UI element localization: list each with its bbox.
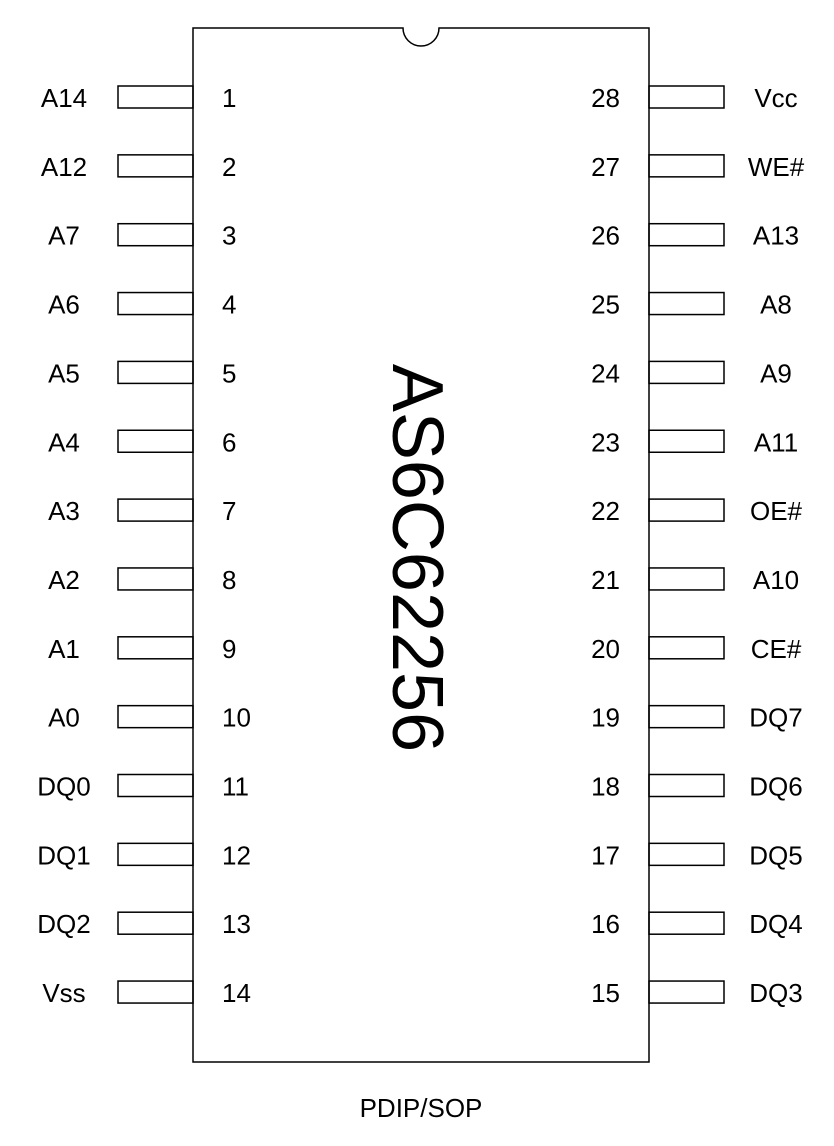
pin-signal: A14 <box>40 83 88 113</box>
pin-lead <box>649 293 724 315</box>
pin-lead <box>118 224 193 246</box>
pin-left <box>48 565 236 595</box>
pin-number: 1 <box>222 83 237 113</box>
pin-lead <box>118 499 193 521</box>
pin-left <box>41 152 237 182</box>
pin-right <box>591 427 798 457</box>
pin-number: 12 <box>222 840 251 871</box>
pin-signal: DQ6 <box>749 771 803 802</box>
chip-name: AS6C62256 <box>377 363 457 753</box>
pin-lead <box>649 568 724 590</box>
pin-number: 17 <box>591 840 620 871</box>
pin-lead <box>649 361 724 383</box>
pin-signal: A4 <box>48 427 80 458</box>
left-pin-group <box>37 83 251 1008</box>
pin-number: 4 <box>222 289 237 320</box>
pin-signal: Vcc <box>754 83 798 113</box>
pin-left <box>48 634 236 664</box>
pin-signal: DQ5 <box>749 840 803 871</box>
pin-signal: A6 <box>48 289 80 320</box>
pin-number: 22 <box>591 496 620 527</box>
pin-left <box>48 496 236 526</box>
pin-lead <box>118 430 193 452</box>
pin-lead <box>649 637 724 659</box>
pin-lead <box>649 155 724 177</box>
pin-signal: DQ7 <box>749 702 803 733</box>
pin-number: 20 <box>591 633 620 664</box>
pin-number: 18 <box>591 771 620 802</box>
pin-lead <box>649 843 724 865</box>
pin-signal: DQ1 <box>37 840 91 871</box>
pin-signal: A13 <box>752 220 800 251</box>
pin-left <box>48 221 236 251</box>
pin-lead <box>649 775 724 797</box>
pin-signal: CE# <box>750 633 802 664</box>
pin-number: 27 <box>591 151 620 182</box>
pin-number: 19 <box>591 702 620 733</box>
pin-signal: A10 <box>752 564 800 595</box>
pin-left <box>37 772 249 802</box>
pin-right <box>591 152 805 182</box>
pin-left <box>48 358 236 388</box>
pin-signal: DQ0 <box>37 771 91 802</box>
pin-lead <box>118 981 193 1003</box>
pin-signal: A5 <box>48 358 80 389</box>
pin-lead <box>118 912 193 934</box>
pin-signal: A12 <box>40 151 88 182</box>
pin-signal: A11 <box>753 427 799 458</box>
pin-left <box>48 427 236 457</box>
pin-number: 15 <box>591 978 620 1009</box>
pin-right <box>591 496 802 526</box>
pin-lead <box>118 637 193 659</box>
pin-lead <box>649 706 724 728</box>
pin-number: 5 <box>222 358 237 389</box>
pin-number: 2 <box>222 151 237 182</box>
pin-lead <box>649 981 724 1003</box>
pin-lead <box>118 706 193 728</box>
pin-left <box>41 83 237 113</box>
pin-number: 7 <box>222 496 237 527</box>
pin-number: 11 <box>222 771 249 802</box>
pin-right <box>591 840 803 870</box>
pin-lead <box>649 86 724 108</box>
pin-signal: WE# <box>747 151 805 182</box>
pin-number: 25 <box>591 289 620 320</box>
pin-right <box>591 221 799 251</box>
pin-right <box>591 634 802 664</box>
pin-lead <box>649 224 724 246</box>
pin-signal: A8 <box>760 289 792 320</box>
right-pin-group <box>591 83 805 1008</box>
pin-right <box>591 909 803 939</box>
pin-right <box>591 565 799 595</box>
pin-signal: A3 <box>48 496 80 527</box>
pin-number: 10 <box>222 702 251 733</box>
pin-signal: A2 <box>48 564 80 595</box>
pin-signal: DQ4 <box>749 909 803 940</box>
pin-number: 9 <box>222 633 237 664</box>
pin-left <box>37 909 251 939</box>
pin-signal: A1 <box>48 633 80 664</box>
pin-lead <box>118 361 193 383</box>
pin-number: 8 <box>222 564 237 595</box>
pin-right <box>591 772 803 802</box>
pin-left <box>48 290 236 320</box>
pin-signal: A7 <box>48 220 80 251</box>
pin-signal: DQ2 <box>37 909 91 940</box>
pin-lead <box>118 843 193 865</box>
pin-number: 13 <box>222 909 251 940</box>
pin-number: 24 <box>591 358 620 389</box>
pin-lead <box>649 430 724 452</box>
pin-right <box>591 83 798 113</box>
pin-number: 14 <box>222 978 251 1009</box>
pin-number: 21 <box>591 564 620 595</box>
pin-number: 16 <box>591 909 620 940</box>
package-label: PDIP/SOP <box>359 1093 483 1123</box>
pin-signal: DQ3 <box>749 978 803 1009</box>
pin-signal: OE# <box>749 496 803 527</box>
pin-number: 3 <box>222 220 237 251</box>
pin-number: 6 <box>222 427 237 458</box>
pin-lead <box>118 775 193 797</box>
pin-right <box>591 358 792 388</box>
pin-lead <box>118 155 193 177</box>
pin-left <box>37 840 251 870</box>
pin-lead <box>649 499 724 521</box>
pin-lead <box>118 568 193 590</box>
pin-right <box>591 703 803 733</box>
pin-right <box>591 290 792 320</box>
pin-signal: A9 <box>760 358 792 389</box>
pin-signal: Vss <box>42 978 86 1009</box>
pin-signal: A0 <box>48 702 80 733</box>
pin-lead <box>118 86 193 108</box>
pin-number: 26 <box>591 220 620 251</box>
pin-left <box>42 978 251 1008</box>
pin-lead <box>649 912 724 934</box>
pin-number: 23 <box>591 427 620 458</box>
pin-lead <box>118 293 193 315</box>
pin-number: 28 <box>591 83 620 113</box>
pin-left <box>48 703 251 733</box>
pin-right <box>591 978 803 1008</box>
